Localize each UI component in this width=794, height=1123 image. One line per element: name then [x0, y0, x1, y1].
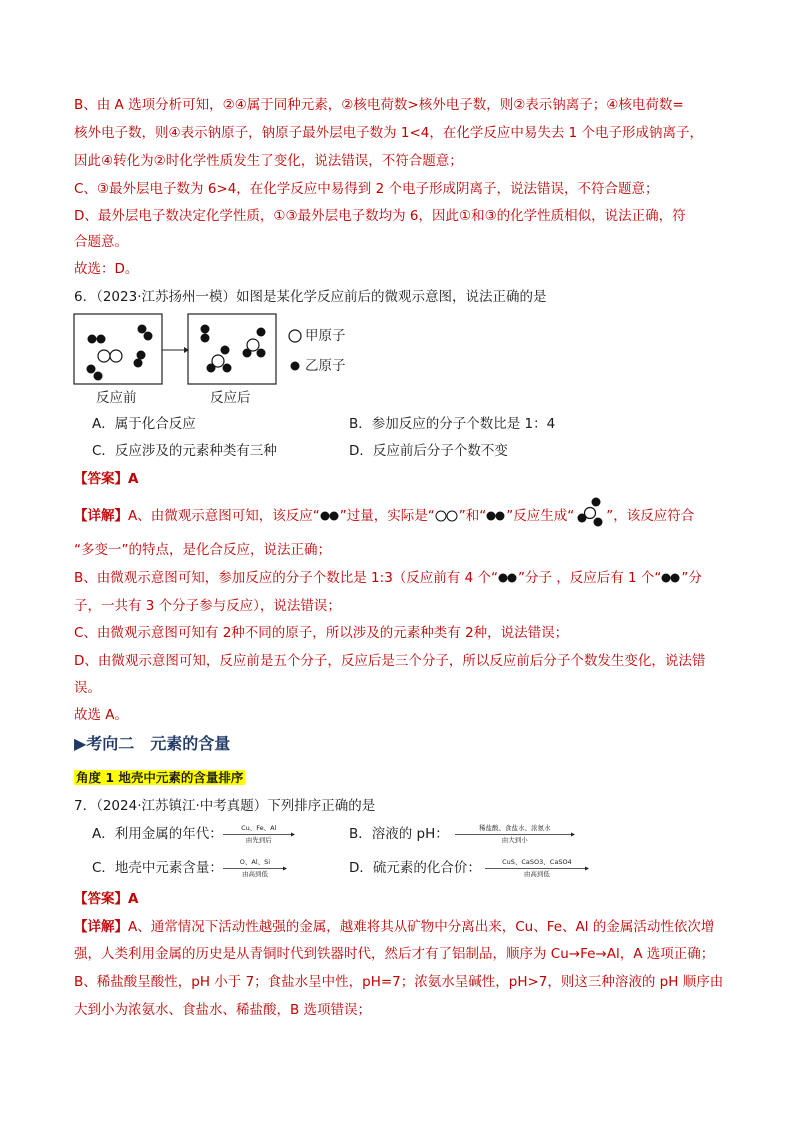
q7-detail-a2: 强，人类利用金属的历史是从青铜时代到铁器时代，然后才有了铝制品，顺序为 Cu→Fe→Al，A 选项正确； [74, 946, 715, 962]
q6-option-a[interactable]: A．属于化合反应 [92, 416, 196, 432]
detail-a1-post: ”，该反应符合 [606, 508, 695, 524]
q7-option-d[interactable] [349, 858, 589, 878]
section-subheading [74, 768, 245, 788]
q6-option-b[interactable]: B．参加反应的分子个数比是 1：4 [349, 416, 556, 432]
box-before [74, 314, 162, 384]
legend-a-label: 甲原子 [305, 328, 346, 344]
arrow-bottom: 由先到后 [245, 835, 272, 844]
q7-opt-d-label: D．硫元素的化合价： [349, 860, 481, 876]
q5-b-line3: 因此④转化为②时化学性质发生了变化，说法错误，不符合题意； [74, 153, 463, 169]
arrow-top: Cu、Fe、Al [241, 823, 277, 832]
arrow-top: CuS、CaSO3、CaSO4 [502, 857, 572, 866]
q7-detail-b2: 大到小为浓氨水、食盐水、稀盐酸，B 选项错误； [74, 1002, 372, 1018]
fig-label-before: 反应前 [96, 390, 137, 406]
q6-option-c[interactable]: C．反应涉及的元素种类有三种 [92, 443, 277, 459]
q6-detail-a1 [74, 504, 694, 528]
q7-detail-a1-text: A、通常情况下活动性越强的金属，越难将其从矿物中分离出来，Cu、Fe、Al 的金属活动性依次增 [128, 919, 715, 935]
q6-detail-d2: 误。 [74, 680, 101, 696]
detail-b1-mid: ”分子 ，反应后有 1 个“ [517, 570, 662, 586]
molecule-bb-icon [486, 511, 506, 521]
detail-b1-pre: B、由微观示意图可知，参加反应的分子个数比是 1:3（反应前有 4 个“ [74, 570, 498, 586]
q7-option-c[interactable] [92, 858, 287, 878]
arrow-bottom: 由高到低 [241, 869, 268, 878]
q6-option-d[interactable]: D．反应前后分子个数不变 [349, 443, 508, 459]
detail-b1-post: ”分 [681, 570, 702, 586]
q7-answer: 【答案】A [74, 891, 139, 907]
legend-b-label: 乙原子 [305, 358, 346, 374]
arrow-top: 稀盐酸、食盐水、浓氨水 [479, 823, 551, 832]
q5-d-line2: 合题意。 [74, 234, 128, 250]
q6-conclusion: 故选 A。 [74, 707, 129, 723]
detail-a1-mid3: ”反应生成“ [506, 508, 575, 524]
q6-detail-b1 [74, 568, 702, 588]
legend-a-icon [289, 330, 301, 342]
q6-detail-c: C、由微观示意图可知有 2种不同的原子，所以涉及的元素种类有 2种，说法错误； [74, 625, 569, 641]
arrow-top: O、Al、Si [239, 857, 271, 866]
q7-stem: 7．（2024·江苏镇江·中考真题）下列排序正确的是 [74, 798, 376, 814]
product-molecule-icon [574, 496, 606, 528]
molecule-bb-icon [498, 573, 518, 583]
detail-a1-mid2: ”和“ [458, 508, 487, 524]
q7-opt-c-arrow [223, 859, 287, 878]
subheading-highlight: 角度 1 地壳中元素的含量排序 [76, 770, 244, 785]
q7-opt-a-arrow [223, 825, 295, 844]
q7-opt-b-label: B．溶液的 pH： [349, 826, 449, 842]
q7-opt-b-arrow [455, 825, 575, 844]
detail-a1-pre: A、由微观示意图可知，该反应“ [128, 508, 320, 524]
q6-detail-a2: “多变一”的特点，是化合反应，说法正确； [74, 542, 331, 558]
molecule-bb-icon [320, 511, 340, 521]
section-heading: ▶考向二 元素的含量 [74, 734, 231, 753]
arrow-bottom: 由高到低 [523, 869, 550, 878]
molecule-ww-icon [435, 510, 459, 522]
detail-tag: 【详解】 [74, 919, 128, 935]
q7-opt-d-arrow [485, 859, 589, 878]
q5-b-line2: 核外电子数，则④表示钠原子，钠原子最外层电子数为 1<4，在化学反应中易失去 1 个电子形成钠离子， [74, 125, 704, 141]
molecule-bb-icon [661, 573, 681, 583]
q5-d-line1: D、最外层电子数决定化学性质，①③最外层电子数均为 6，因此①和③的化学性质相似，说法正确，符 [74, 208, 686, 224]
q6-detail-b2: 子，一共有 3 个分子参与反应），说法错误； [74, 598, 341, 614]
q7-opt-c-label: C．地壳中元素含量： [92, 860, 223, 876]
arrow-bottom: 由大到小 [501, 835, 528, 844]
q6-stem: 6．（2023·江苏扬州一模）如图是某化学反应前后的微观示意图，说法正确的是 [74, 289, 547, 305]
q7-option-a[interactable] [92, 824, 295, 844]
q7-detail-b1: B、稀盐酸呈酸性，pH 小于 7；食盐水呈中性，pH=7；浓氨水呈碱性，pH>7，则这三种溶液的 pH 顺序由 [74, 974, 724, 990]
q5-c-line: C、③最外层电子数为 6>4，在化学反应中易得到 2 个电子形成阴离子，说法错误，不符合题意； [74, 181, 659, 197]
legend-b-icon [291, 362, 300, 371]
fig-label-after: 反应后 [210, 390, 251, 406]
detail-tag: 【详解】 [74, 508, 128, 524]
q6-detail-d1: D、由微观示意图可知，反应前是五个分子，反应后是三个分子，所以反应前后分子个数发生变化，说法错 [74, 653, 706, 669]
detail-a1-mid1: ”过量，实际是“ [339, 508, 435, 524]
q5-b-line1: B、由 A 选项分析可知，②④属于同种元素，②核电荷数>核外电子数，则②表示钠离子；④核电荷数= [74, 97, 684, 113]
q5-answer: 故选：D。 [74, 261, 139, 277]
q7-detail-a1 [74, 917, 714, 937]
q6-answer: 【答案】A [74, 471, 139, 487]
q7-option-b[interactable] [349, 824, 575, 844]
q7-opt-a-label: A．利用金属的年代： [92, 826, 223, 842]
